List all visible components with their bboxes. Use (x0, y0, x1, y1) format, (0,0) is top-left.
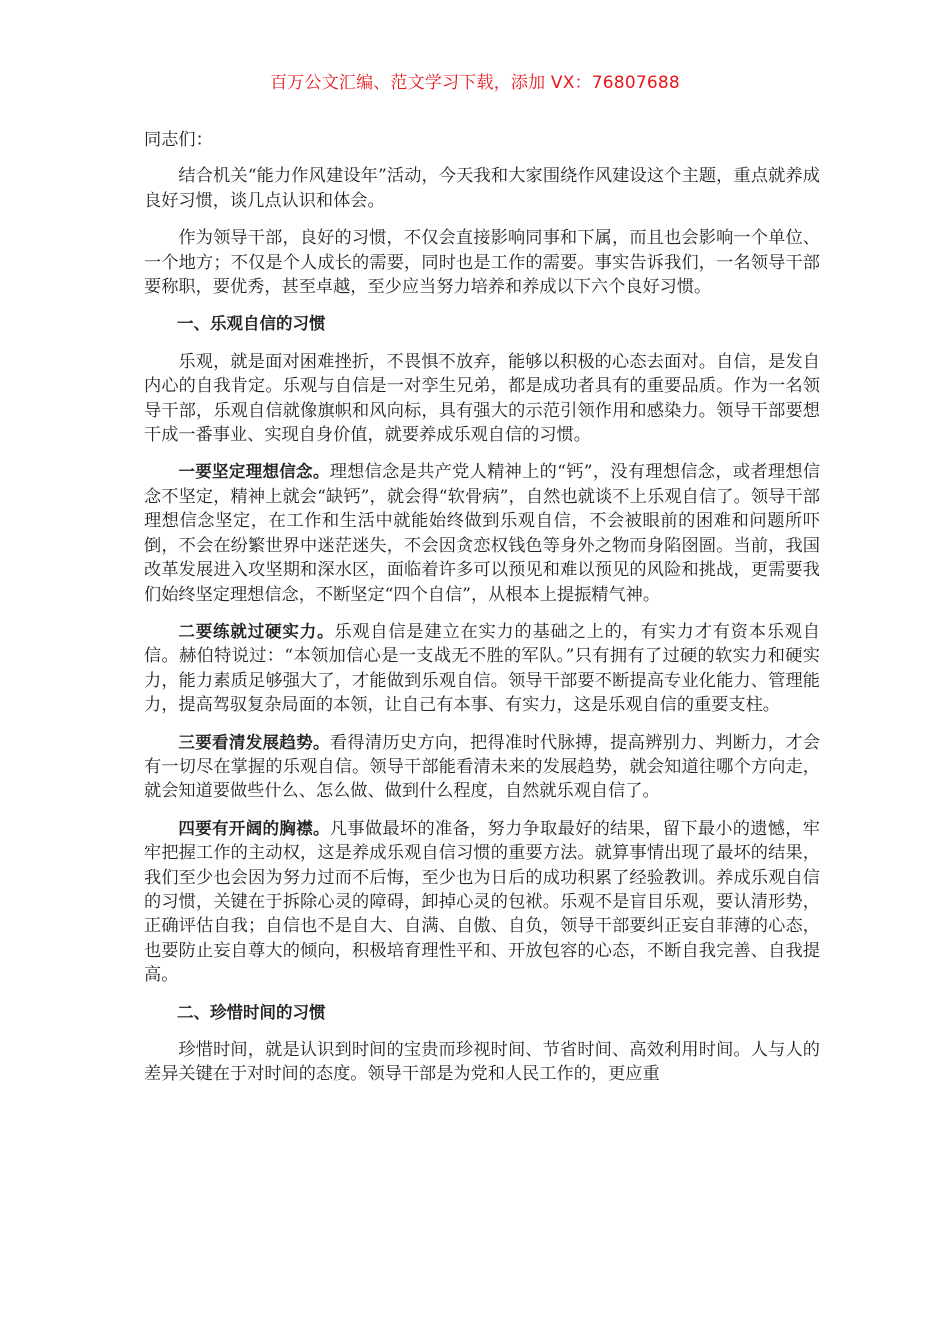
point-text-2: 乐观自信是建立在实力的基础之上的，有实力才有资本乐观自信。赫伯特说过：“本领加信心是一支战无不胜的军队。”只有拥有了过硬的软实力和硬实力，能力素质足够强大了，才能做到乐观自信。领导干部要不断提高专业化能力、管理能力，提高驾驭复杂局面的本领，让自己有本事、有实力，这是乐观自信的重要支柱。 (144, 621, 820, 716)
section-1-paragraph: 乐观，就是面对困难挫折，不畏惧不放弃，能够以积极的心态去面对。自信，是发自内心的自我肯定。乐观与自信是一对孪生兄弟，都是成功者具有的重要品质。作为一名领导干部，乐观自信就像旗帜和风向标，具有强大的示范引领作用和感染力。领导干部要想干成一番事业、实现自身价值，就要养成乐观自信的习惯。 (144, 351, 820, 446)
section-heading-2: 二、珍惜时间的习惯 (177, 1002, 326, 1022)
point-paragraph-4 (144, 817, 820, 988)
point-lead-2: 二要练就过硬实力。 (178, 621, 335, 641)
header-banner: 百万公文汇编、范文学习下载，添加 VX：76807688 (270, 73, 680, 93)
point-lead-1: 一要坚定理想信念。 (178, 462, 330, 482)
point-text-3: 看得清历史方向，把得准时代脉搏，提高辨别力、判断力，才会有一切尽在掌握的乐观自信。领导干部能看清未来的发展趋势，就会知道往哪个方向走，就会知道要做些什么、怎么做、做到什么程度，自然就乐观自信了。 (144, 732, 820, 802)
point-paragraph-3 (144, 731, 820, 804)
section-heading-1: 一、乐观自信的习惯 (177, 314, 326, 334)
point-lead-4: 四要有开阔的胸襟。 (178, 818, 330, 838)
point-paragraph-1 (144, 460, 820, 606)
point-text-4: 凡事做最坏的准备，努力争取最好的结果，留下最小的遗憾，牢牢把握工作的主动权，这是养成乐观自信习惯的重要方法。就算事情出现了最坏的结果，我们至少也会因为努力过而不后悔，至少也为日后的成功积累了经验教训。养成乐观自信的习惯，关键在于拆除心灵的障碍，卸掉心灵的包袱。乐观不是盲目乐观，要认清形势，正确评估自我；自信也不是自大、自满、自傲、自负，领导干部要纠正妄自菲薄的心态，也要防止妄自尊大的倾向，积极培育理性平和、开放包容的心态，不断自我完善、自我提高。 (144, 818, 820, 986)
intro-paragraph-1: 结合机关“能力作风建设年”活动，今天我和大家围绕作风建设这个主题，重点就养成良好习惯，谈几点认识和体会。 (144, 166, 820, 211)
point-lead-3: 三要看清发展趋势。 (178, 732, 330, 752)
point-text-1: 理想信念是共产党人精神上的“钙”，没有理想信念，或者理想信念不坚定，精神上就会“缺钙”，就会得“软骨病”，自然也就谈不上乐观自信了。领导干部理想信念坚定，在工作和生活中就能始终做到乐观自信，不会被眼前的困难和问题所吓倒，不会在纷繁世界中迷茫迷失，不会因贪恋权钱色等身外之物而身陷囹圄。当前，我国改革发展进入攻坚期和深水区，面临着许多可以预见和难以预见的风险和挑战，更需要我们始终坚定理想信念，不断坚定“四个自信”，从根本上提振精气神。 (144, 462, 821, 605)
document-body (144, 128, 820, 1100)
section-2-paragraph: 珍惜时间，就是认识到时间的宝贵而珍视时间、节省时间、高效利用时间。人与人的差异关键在于对时间的态度。领导干部是为党和人民工作的，更应重 (144, 1040, 820, 1085)
salutation: 同志们： (144, 130, 213, 150)
point-paragraph-2 (144, 620, 820, 718)
intro-paragraph-2: 作为领导干部，良好的习惯，不仅会直接影响同事和下属，而且也会影响一个单位、一个地方；不仅是个人成长的需要，同时也是工作的需要。事实告诉我们，一名领导干部要称职，要优秀，甚至卓越，至少应当努力培养和养成以下六个良好习惯。 (144, 228, 820, 298)
